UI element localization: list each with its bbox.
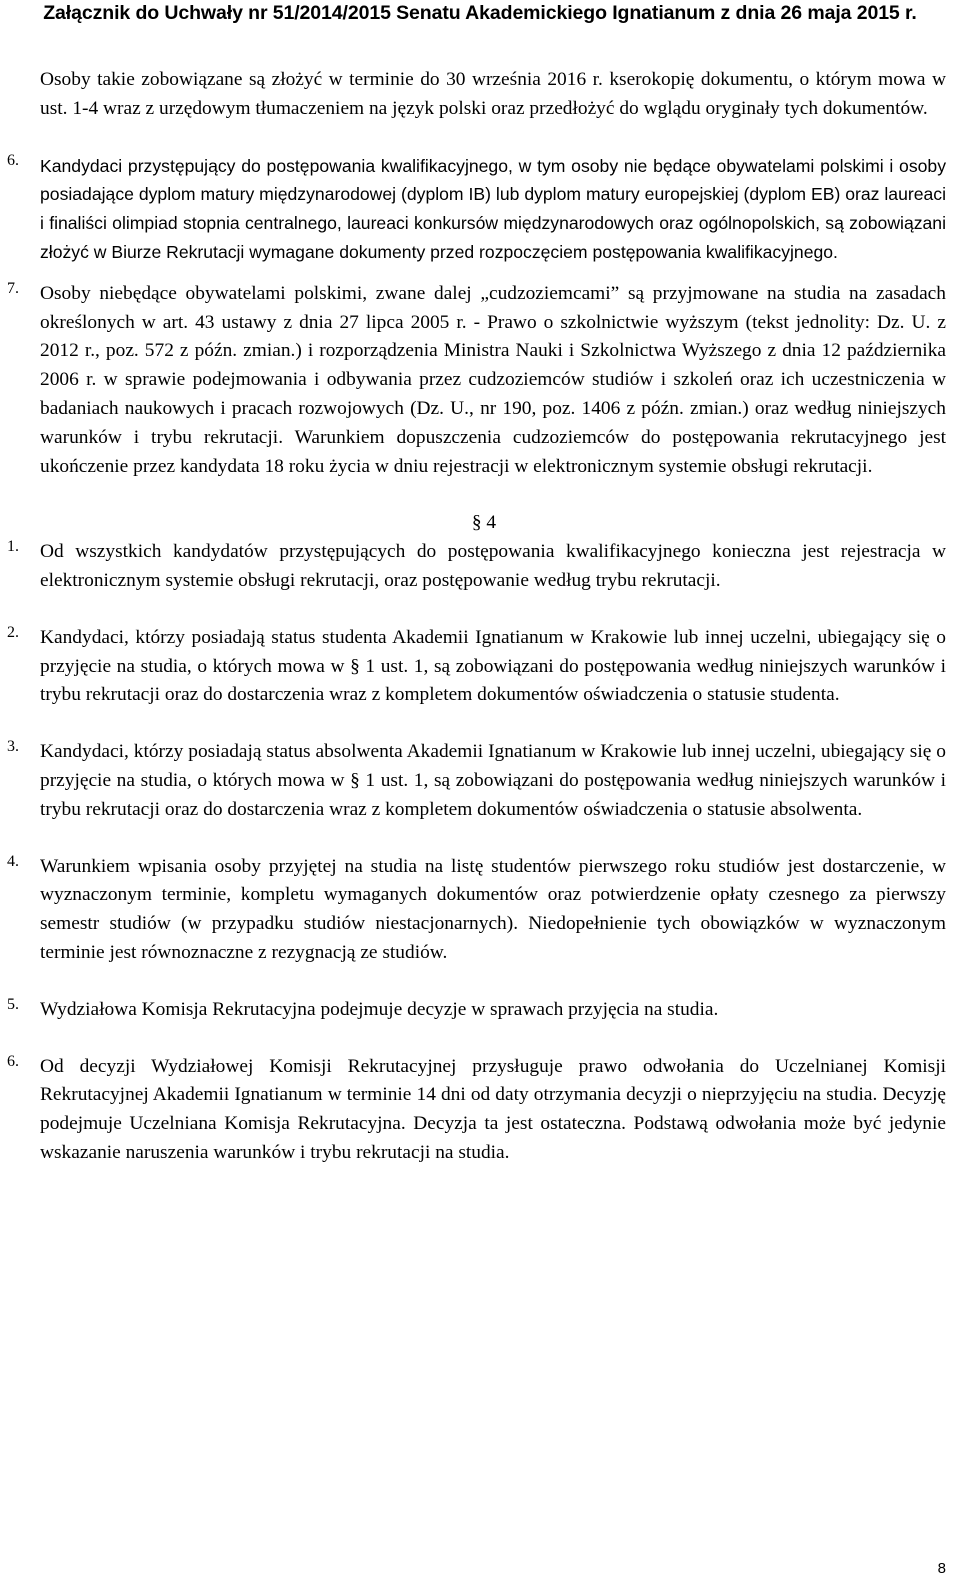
list-item bbox=[0, 738, 960, 824]
paragraph-text: Osoby niebędące obywatelami polskimi, zwane dalej „cudzoziemcami” są przyjmowane na studia na zasadach określonych w art. 43 ustawy z dnia 27 lipca 2005 r. - Prawo o szkolnictwie wyższym (tekst jednolity: Dz. U. z 2012 r., poz. 572 z późn. zmian.) i rozporządzenia Ministra Nauki i Szkolnictwa Wyższego z dnia 12 października 2006 r. w sprawie podejmowania i odbywania przez cudzoziemców studiów i szkoleń oraz ich uczestniczenia w badaniach naukowych i pracach rozwojowych (Dz. U., nr 190, poz. 1406 z późn. zmian.) oraz według niniejszych warunków i trybu rekrutacji. Warunkiem dopuszczenia cudzoziemców do postępowania rekrutacyjnego jest ukończenie przez kandydata 18 roku życia w dniu rejestracji w elektronicznym systemie obsługi rekrutacji. bbox=[40, 282, 946, 477]
item-number: 2. bbox=[7, 623, 19, 641]
paragraph-number: 6. bbox=[7, 151, 19, 169]
page-number: 8 bbox=[937, 1560, 946, 1577]
item-number: 1. bbox=[7, 538, 19, 556]
paragraph-text: Kandydaci przystępujący do postępowania kwalifikacyjnego, w tym osoby nie będące obywatelami polskimi i osoby posiadające dyplom matury międzynarodowej (dyplom IB) lub dyplom matury europejskiej (dyplom EB) oraz laureaci i finaliści olimpiad stopnia centralnego, laureaci konkursów międzynarodowych oraz ogólnopolskich, są zobowiązani złożyć w Biurze Rekrutacji wymagane dokumenty przed rozpoczęciem postępowania kwalifikacyjnego. bbox=[40, 155, 946, 262]
item-text: Wydziałowa Komisja Rekrutacyjna podejmuje decyzje w sprawach przyjęcia na studia. bbox=[40, 998, 719, 1020]
list-item bbox=[0, 1053, 960, 1168]
item-text: Kandydaci, którzy posiadają status absolwenta Akademii Ignatianum w Krakowie lub innej uczelni, ubiegający się o przyjęcie na studia, o których mowa w § 1 ust. 1, są zobowiązani do postępowania według niniejszych warunków i trybu rekrutacji oraz do dostarczenia wraz z kompletem dokumentów oświadczenia o statusie absolwenta. bbox=[40, 741, 946, 820]
list-item bbox=[0, 996, 960, 1025]
list-item bbox=[0, 538, 960, 596]
list-item bbox=[0, 853, 960, 968]
item-number: 4. bbox=[7, 852, 19, 870]
document-body bbox=[0, 66, 960, 1168]
paragraph-7 bbox=[0, 280, 960, 482]
item-number: 5. bbox=[7, 995, 19, 1013]
item-number: 3. bbox=[7, 738, 19, 756]
item-text: Kandydaci, którzy posiadają status studenta Akademii Ignatianum w Krakowie lub innej uczelni, ubiegający się o przyjęcie na studia, o których mowa w § 1 ust. 1, są zobowiązani do postępowania według niniejszych warunków i trybu rekrutacji oraz do dostarczenia wraz z kompletem dokumentów oświadczenia o statusie studenta. bbox=[40, 626, 946, 706]
item-text: Od decyzji Wydziałowej Komisji Rekrutacyjnej przysługuje prawo odwołania do Uczelnianej Komisji Rekrutacyjnej Akademii Ignatianum w terminie 14 dni od daty otrzymania decyzji o nieprzyjęciu na studia. Decyzję podejmuje Uczelniana Komisja Rekrutacyjna. Decyzja ta jest ostateczna. Podstawą odwołania może być jedynie wskazanie naruszenia warunków i trybu rekrutacji na studia. bbox=[40, 1055, 946, 1163]
item-number: 6. bbox=[7, 1052, 19, 1070]
item-text: Od wszystkich kandydatów przystępujących do postępowania kwalifikacyjnego konieczna jest rejestracja w elektronicznym systemie obsługi rekrutacji, oraz postępowanie według trybu rekrutacji. bbox=[40, 541, 946, 591]
section-heading: § 4 bbox=[471, 512, 497, 534]
paragraph-6 bbox=[0, 152, 960, 267]
intro-paragraph: Osoby takie zobowiązane są złożyć w terminie do 30 września 2016 r. kserokopię dokumentu, o którym mowa w ust. 1-4 wraz z urzędowym tłumaczeniem na język polski oraz przedłożyć do wglądu oryginały tych dokumentów. bbox=[40, 69, 946, 119]
item-text: Warunkiem wpisania osoby przyjętej na studia na listę studentów pierwszego roku studiów jest dostarczenie, w wyznaczonym terminie, kompletu wymaganych dokumentów oraz potwierdzenie opłaty czesnego za pierwszy semestr studiów (w przypadku studiów niestacjonarnych). Niedopełnienie tych obowiązków w wyznaczonym terminie jest równoznaczne z rezygnacją ze studiów. bbox=[40, 855, 946, 963]
paragraph-number: 7. bbox=[7, 279, 19, 297]
list-item bbox=[0, 624, 960, 710]
document-header: Załącznik do Uchwały nr 51/2014/2015 Senatu Akademickiego Ignatianum z dnia 26 maja 2015 r. bbox=[43, 2, 917, 24]
